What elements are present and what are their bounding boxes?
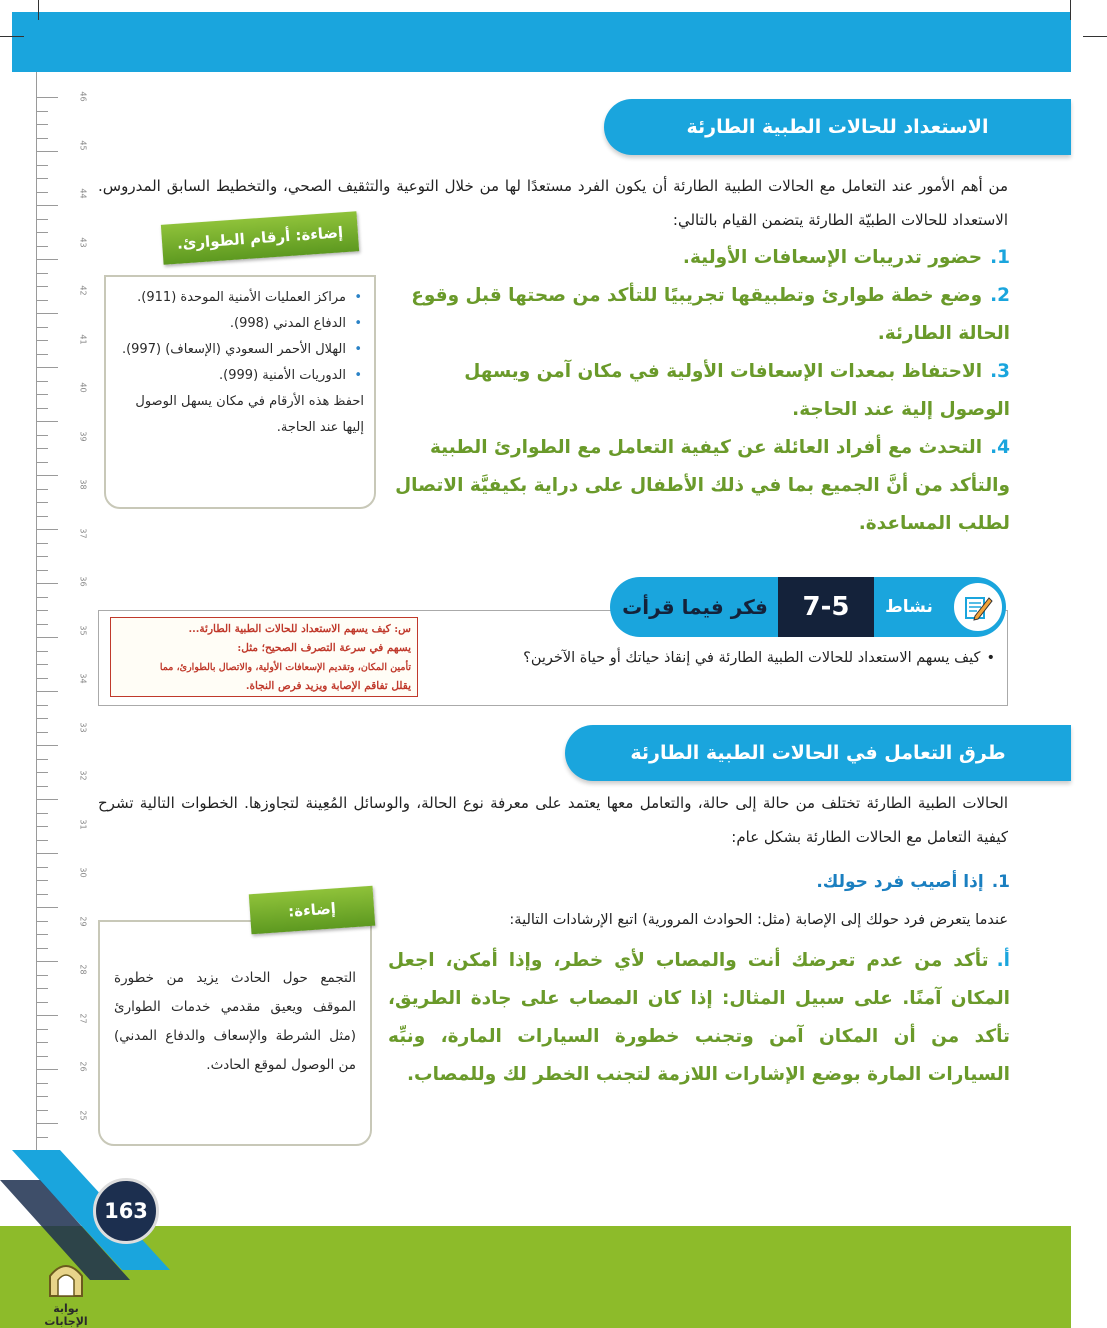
top-header-bar [12, 12, 1071, 72]
ruler-number: 41 [78, 333, 88, 345]
section-title-handling [565, 725, 1071, 781]
ruler-tick [36, 948, 48, 949]
crop-mark [1083, 36, 1107, 37]
ruler-tick [36, 772, 48, 773]
ruler-tick [36, 961, 58, 962]
ruler-tick [36, 138, 48, 139]
ruler-tick [36, 448, 48, 449]
list-item [395, 277, 1010, 353]
list-item: • مراكز العمليات الأمنية الموحدة (911). [137, 290, 362, 305]
crop-mark [0, 36, 24, 37]
ruler-tick [36, 637, 58, 638]
section2-intro: الحالات الطبية الطارئة تختلف من حالة إلى حالة، والتعامل معها يعتمد على معرفة نوع الحالة، والوسائل المُعِينة لتجاوزها. الخطوات التالية تشرح كيفية التعامل مع الحالات الطارئة بشكل عام: [98, 794, 1008, 846]
ruler-tick [36, 664, 48, 665]
ruler-tick [36, 273, 48, 274]
ruler-number: 30 [78, 867, 88, 878]
item-text: التحدث مع أفراد العائلة عن كيفية التعامل مع الطوارئ الطبية والتأكد من أنَّ الجميع بما في ذلك الأطفال على دراية بكيفيَّة الاتصال لطلب المساعدة. [395, 437, 1010, 534]
ruler-tick [36, 1069, 58, 1070]
ruler-tick [36, 205, 58, 206]
list-item [395, 429, 1010, 543]
handwritten-line: يقلل تفاقم الإصابة ويزيد فرص النجاة. [245, 680, 411, 692]
ruler-tick [36, 165, 48, 166]
ruler-tick [36, 732, 48, 733]
ruler-tick [36, 475, 58, 476]
pencil-icon [951, 580, 1005, 634]
watermark-text: بوابة الإجابات [44, 1302, 88, 1328]
ruler-tick [36, 583, 58, 584]
ruler-tick [36, 678, 48, 679]
list-item [395, 239, 1010, 277]
crop-mark [38, 0, 39, 20]
emergency-numbers-box [104, 275, 376, 509]
ruler-tick [36, 570, 48, 571]
left-ruler [36, 72, 96, 1152]
crowding-note-box [98, 920, 372, 1146]
ruler-tick [36, 435, 48, 436]
ruler-tick [36, 178, 48, 179]
ruler-tick [36, 718, 48, 719]
ruler-tick [36, 853, 58, 854]
ruler-tick [36, 327, 48, 328]
ruler-tick [36, 1137, 48, 1138]
ruler-tick [36, 1056, 48, 1057]
ruler-number: 31 [78, 818, 88, 830]
ruler-tick [36, 975, 48, 976]
ruler-number: 28 [78, 964, 88, 975]
section-title-text: الاستعداد للحالات الطبية الطارئة [686, 116, 989, 138]
ruler-tick [36, 651, 48, 652]
ruler-tick [36, 516, 48, 517]
section-title-preparedness [604, 99, 1071, 155]
ruler-tick [36, 381, 48, 382]
ruler-tick [36, 1083, 48, 1084]
ruler-number: 26 [78, 1061, 88, 1072]
emergency-numbers-tab: إضاءة: أرقام الطوارئ. [161, 211, 359, 265]
preparedness-list [395, 239, 1010, 543]
item-text: وضع خطة طوارئ وتطبيقها تجريبيًا للتأكد من صحتها قبل وقوع الحالة الطارئة. [411, 285, 1010, 344]
item-number: 3. [990, 361, 1010, 382]
ruler-tick [36, 286, 48, 287]
ruler-tick [36, 1110, 48, 1111]
ruler-number: 35 [78, 624, 88, 636]
ruler-tick [36, 1042, 48, 1043]
ruler-tick [36, 894, 48, 895]
ruler-tick [36, 259, 58, 260]
ruler-tick [36, 408, 48, 409]
ruler-tick [36, 745, 58, 746]
subheading-injury: 1.إذا أصيب فرد حولك. [816, 872, 1010, 892]
activity-title: فكر فيما قرأت [622, 595, 768, 619]
handwritten-line: س: كيف يسهم الاستعداد للحالات الطبية الطارئة... [188, 623, 411, 635]
ruler-tick [36, 1002, 48, 1003]
ruler-tick [36, 421, 58, 422]
ruler-number: 44 [78, 188, 88, 199]
ruler-tick [36, 988, 48, 989]
ruler-tick [36, 867, 48, 868]
ruler-tick [36, 354, 48, 355]
ruler-tick [36, 367, 58, 368]
ruler-tick [36, 489, 48, 490]
handwritten-line: يسهم في سرعة التصرف الصحيح؛ مثل: [237, 642, 411, 654]
box-text: التجمع حول الحادث يزيد من خطورة الموقف ويعيق مقدمي خدمات الطوارئ (مثل الشرطة والإسعاف والدفاع المدني) من الوصول لموقع الحادث. [114, 970, 356, 1073]
ruler-tick [36, 691, 58, 692]
list-item [395, 353, 1010, 429]
ruler-tick [36, 921, 48, 922]
ruler-tick [36, 799, 58, 800]
ruler-tick [36, 313, 58, 314]
item-text: الاحتفاظ بمعدات الإسعافات الأولية في مكان آمن ويسهل الوصول إلية عند الحاجة. [464, 361, 1010, 420]
ruler-tick [36, 556, 48, 557]
ruler-tick [36, 759, 48, 760]
ruler-number: 40 [78, 382, 88, 393]
watermark-logo [30, 1254, 102, 1328]
ruler-tick [36, 624, 48, 625]
ruler-tick [36, 1096, 48, 1097]
ruler-number: 43 [78, 236, 88, 248]
item-number: 1. [990, 247, 1010, 268]
ruler-tick [36, 610, 48, 611]
section-title-text: طرق التعامل في الحالات الطبية الطارئة [630, 742, 1006, 764]
ruler-number: 29 [78, 915, 88, 927]
list-item: • الهلال الأحمر السعودي (الإسعاف) (997). [121, 342, 362, 357]
ruler-number: 39 [78, 430, 88, 442]
ruler-tick [36, 1123, 58, 1124]
step-text: تأكد من عدم تعرضك أنت والمصاب لأي خطر، وإذا أمكن، اجعل المكان آمنًا. على سبيل المثال: إذا كان المصاب على جادة الطريق، تأكد من أن المكان آمن وتجنب خطورة السيارات المارة، ونبِّه السيارات المارة بوضع الإشارات اللازمة لتجنب الخطر لك وللمصاب. [388, 950, 1010, 1085]
ruler-number: 45 [78, 139, 88, 151]
ruler-tick [36, 246, 48, 247]
ruler-tick [36, 1015, 58, 1016]
ruler-tick [36, 826, 48, 827]
ruler-tick [36, 1029, 48, 1030]
ruler-tick [36, 786, 48, 787]
ruler-number: 27 [78, 1012, 88, 1024]
ruler-tick [36, 111, 48, 112]
item-number: 2. [990, 285, 1010, 306]
ruler-tick [36, 340, 48, 341]
ruler-tick [36, 840, 48, 841]
ruler-tick [36, 394, 48, 395]
ruler-tick [36, 151, 58, 152]
ruler-tick [36, 462, 48, 463]
item-text: حضور تدريبات الإسعافات الأولية. [682, 247, 983, 268]
list-item: • الدوريات الأمنية (999). [219, 368, 362, 383]
ruler-number: 46 [78, 91, 88, 102]
page-number: 163 [93, 1178, 159, 1244]
ruler-tick [36, 597, 48, 598]
list-item: • الدفاع المدني (998). [229, 316, 362, 331]
handwritten-answer [110, 617, 418, 697]
ruler-number: 25 [78, 1109, 88, 1121]
crop-mark [1070, 0, 1071, 20]
ruler-tick [36, 813, 48, 814]
ruler-tick [36, 232, 48, 233]
ruler-tick [36, 300, 48, 301]
ruler-tick [36, 934, 48, 935]
step-letter: أ. [996, 950, 1010, 971]
handwritten-line: تأمين المكان، وتقديم الإسعافات الأولية، والاتصال بالطوارئ، مما [159, 662, 411, 673]
ruler-tick [36, 502, 48, 503]
box-note: احفظ هذه الأرقام في مكان يسهل الوصول إليها عند الحاجة. [135, 394, 364, 435]
ruler-number: 37 [78, 527, 88, 539]
ruler-number: 38 [78, 479, 88, 490]
step-a [388, 942, 1010, 1094]
ruler-number: 32 [78, 770, 88, 781]
ruler-tick [36, 529, 58, 530]
ruler-number: 42 [78, 285, 88, 296]
ruler-number: 33 [78, 721, 88, 733]
activity-number: 7-5 [778, 577, 874, 637]
activity-label: نشاط [885, 597, 933, 617]
ruler-tick [36, 124, 48, 125]
ruler-tick [36, 880, 48, 881]
crowding-note-tab: إضاءة: [249, 886, 375, 935]
activity-question: •كيف يسهم الاستعداد للحالات الطبية الطارئة في إنقاذ حياتك أو حياة الآخرين؟ [523, 650, 995, 666]
item-number: 4. [990, 437, 1010, 458]
ruler-tick [36, 219, 48, 220]
ruler-tick [36, 705, 48, 706]
sub1-intro: عندما يتعرض فرد حولك إلى الإصابة (مثل: الحوادث المرورية) اتبع الإرشادات التالية: [509, 912, 1008, 928]
ruler-number: 36 [78, 576, 88, 587]
ruler-number: 34 [78, 673, 88, 684]
ruler-tick [36, 97, 58, 98]
section1-intro: من أهم الأمور عند التعامل مع الحالات الطبية الطارئة أن يكون الفرد مستعدًا لها من خلال التوعية والتثقيف الصحي، والتخطيط السابق المدروس. الاستعداد للحالات الطبيّة الطارئة يتضمن القيام بالتالي: [98, 177, 1008, 229]
ruler-tick [36, 907, 58, 908]
mosque-icon [44, 1254, 88, 1298]
ruler-tick [36, 192, 48, 193]
ruler-tick [36, 543, 48, 544]
